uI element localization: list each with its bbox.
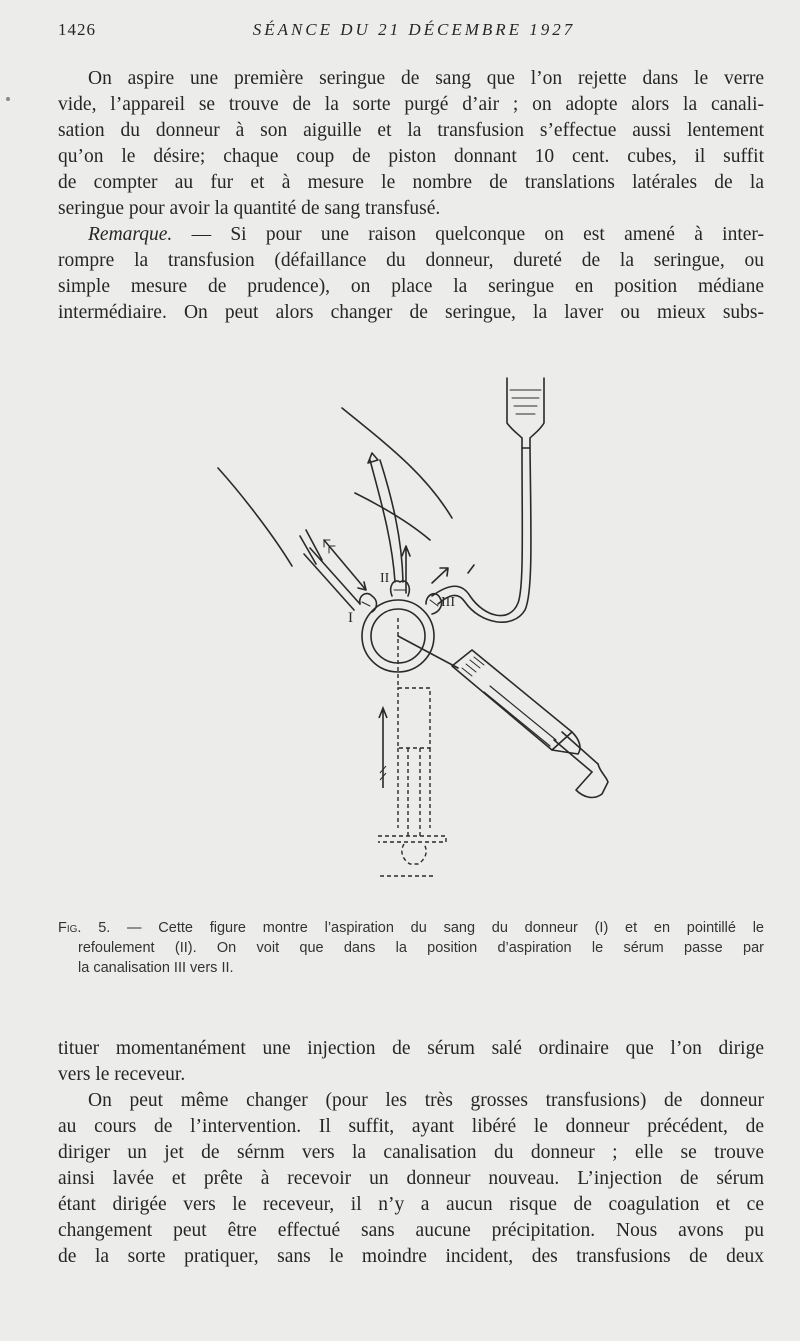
text-line: seringue pour avoir la quantité de sang transfusé. [58,198,441,219]
text-line: étant dirigée vers le receveur, il n’y a aucun risque de coagulation et ce [58,1194,764,1215]
syringe-plunger-head [576,764,608,797]
running-head: SÉANCE DU 21 DÉCEMBRE 1927 [252,20,576,39]
text-line: sation du donneur à son aiguille et la transfusion s’effectue aussi lentement [58,120,764,141]
needle-tip [368,453,378,463]
text-line: ainsi lavée et prête à recevoir un donneur nouveau. L’injection de sérum [58,1168,764,1189]
text-line: On peut même changer (pour les très grosses transfusions) de donneur [88,1090,764,1111]
arm-outline [218,468,292,566]
dashed-syringe-shaft [408,748,420,838]
text-line: On aspire une première seringue de sang que l’on rejette dans le verre [88,68,764,89]
text-line: de compter au fur et à mesure le nombre de translations latérales de la [58,172,764,193]
text-line: diriger un jet de sérnm vers la canalisation du donneur ; elle se trouve [58,1142,764,1163]
line-I [304,554,354,610]
figure-caption [58,918,764,978]
paragraph-2 [58,222,764,326]
text-line: qu’on le désire; chaque coup de piston donnant 10 cent. cubes, il suffit [58,146,764,167]
text-line [58,222,764,248]
dashed-syringe-body [398,748,430,828]
syringe-barrel [452,650,572,750]
caption-text: — Cette figure montre l’aspiration du sang du donneur (I) et en pointillé le [110,920,764,936]
text-line: vers le receveur. [58,1064,186,1085]
reservoir-liquid [510,390,541,414]
caption-line [58,918,764,938]
arm-outline [300,536,316,564]
transfusion-apparatus-figure [200,368,620,898]
text-line: intermédiaire. On peut alors changer de seringue, la laver ou mieux subs- [58,302,764,323]
syringe-barrel-graduations [462,657,484,676]
remarque-label: Remarque. [88,224,173,245]
text-line: au cours de l’intervention. Il suffit, ayant libéré le donneur précédent, de [58,1116,764,1137]
paragraph-4 [58,1088,764,1270]
dashed-syringe-flange [378,836,446,842]
margin-dot [6,97,10,101]
small-mark [468,565,474,573]
donor-line-II [370,460,395,582]
arm-outline [342,408,452,518]
donor-line-II [380,460,403,582]
paragraph-1 [58,66,764,222]
syringe-needle [398,636,458,668]
serum-reservoir [507,378,544,448]
dashed-syringe-head [402,844,426,864]
text-line: rompre la transfusion (défaillance du donneur, dureté de la seringue, ou [58,250,764,271]
caption-fig-label: Fig. 5. [58,920,111,936]
text-line: vide, l’appareil se trouve de la sorte purgé d’air ; on adopte alors la canali- [58,94,764,115]
figure-label-I: I [348,610,353,626]
page-header [58,20,770,46]
paragraph-3 [58,1036,764,1088]
line-I [310,548,360,604]
arm-outline [355,493,430,540]
figure-label-III: III [441,595,455,610]
syringe-shaft [484,686,556,746]
text-line: tituer momentanément une injection de sérum salé ordinaire que l’on dirige [58,1038,764,1059]
caption-line: la canalisation III vers II. [78,960,234,976]
serum-tube-III [432,448,522,616]
text-line: simple mesure de prudence), on place la seringue en position médiane [58,276,764,297]
text-line: changement peut être effectué sans aucune précipitation. Nous avons pu [58,1220,764,1241]
figure-label-II: II [380,571,390,586]
caption-line: refoulement (II). On voit que dans la position d’aspiration le sérum passe par [78,940,764,956]
remarque-text: — Si pour une raison quelconque on est amené à inter- [172,224,764,245]
text-line: de la sorte pratiquer, sans le moindre incident, des transfusions de deux [58,1246,764,1267]
valve-port [360,594,377,612]
arrow-III [432,568,448,583]
dashed-syringe-barrel [398,688,430,748]
arm-outline [306,530,322,560]
page-number: 1426 [58,20,96,39]
